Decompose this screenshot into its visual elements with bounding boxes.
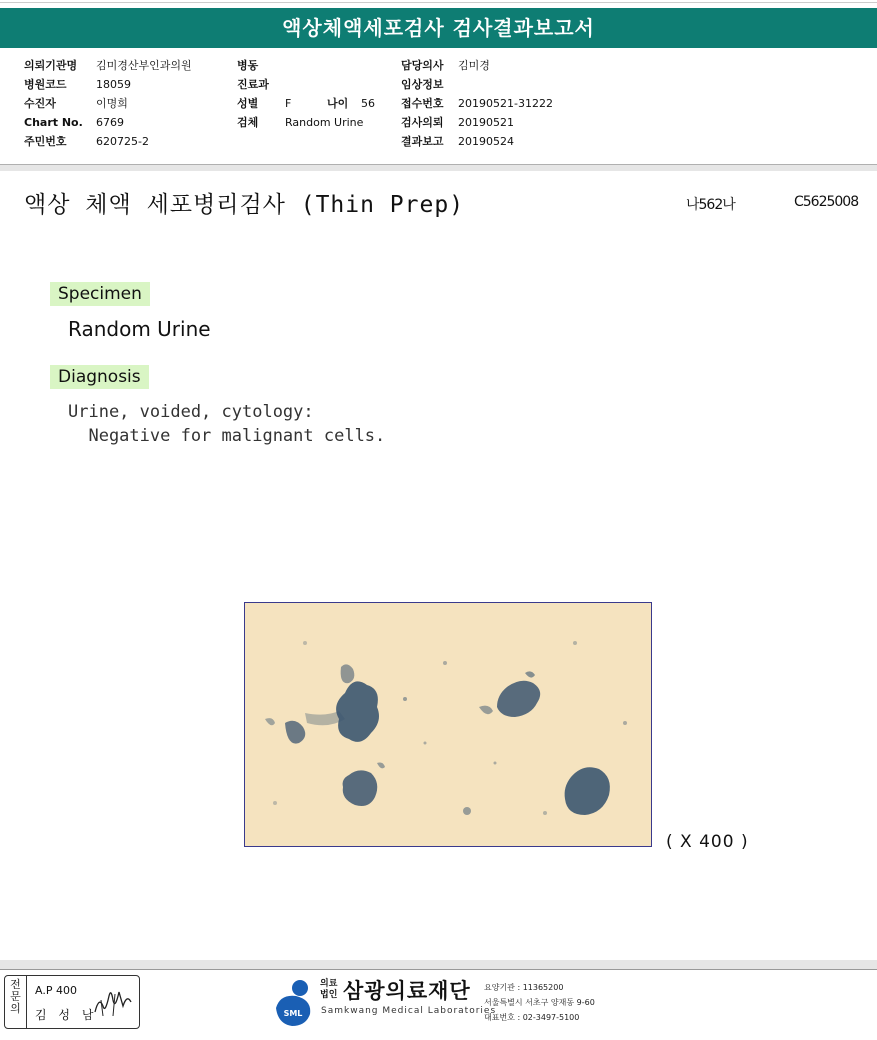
info-row xyxy=(24,56,192,75)
info-column-3 xyxy=(401,56,553,151)
info-row xyxy=(401,132,553,151)
info-column-2 xyxy=(237,56,375,132)
contact-line-1: 요양기관 : 11365200 xyxy=(484,983,564,992)
microscopy-cells-graphic xyxy=(245,603,651,846)
info-value: 김미경산부인과의원 xyxy=(96,59,192,72)
diagnosis-line-2: Negative for malignant cells. xyxy=(68,426,386,446)
info-label: 병동 xyxy=(237,59,259,72)
info-label: 결과보고 xyxy=(401,135,444,148)
info-row xyxy=(24,94,192,113)
info-value: 6769 xyxy=(96,116,124,129)
info-label: 검체 xyxy=(237,116,259,129)
info-row xyxy=(237,56,375,75)
logo-legal-line-2: 법인 xyxy=(320,990,338,1000)
logo-legal-label xyxy=(320,979,337,1001)
diagnosis-text xyxy=(68,400,385,448)
info-column-1 xyxy=(24,56,192,151)
info-label: 수진자 xyxy=(24,97,56,110)
info-row xyxy=(237,94,375,113)
info-value: 620725-2 xyxy=(96,135,149,148)
info-label: 담당의사 xyxy=(401,59,444,72)
info-row xyxy=(401,56,553,75)
report-title: 액상 체액 세포병리검사 (Thin Prep) xyxy=(24,192,465,218)
report-code-2: C5625008 xyxy=(794,194,859,210)
microscopy-image xyxy=(244,602,652,847)
handwritten-signature-icon xyxy=(91,986,137,1022)
info-label: 진료과 xyxy=(237,78,269,91)
section-divider xyxy=(0,164,877,171)
info-label: 검사의뢰 xyxy=(401,116,444,129)
info-label: 병원코드 xyxy=(24,78,67,91)
contact-line-3: 대표번호 : 02-3497-5100 xyxy=(484,1013,580,1022)
magnification-label: ( X 400 ) xyxy=(666,832,749,852)
info-value: 김미경 xyxy=(458,59,490,72)
logo-english-name: Samkwang Medical Laboratories xyxy=(321,1006,497,1016)
info-row xyxy=(401,75,553,94)
info-label-age: 나이 xyxy=(327,97,349,110)
info-label: 주민번호 xyxy=(24,135,67,148)
info-value: 20190521-31222 xyxy=(458,97,553,110)
info-value: 20190521 xyxy=(458,116,514,129)
info-row xyxy=(401,94,553,113)
info-row xyxy=(237,113,375,132)
pathologist-name: 김 성 남 xyxy=(35,1008,98,1022)
sml-logo-icon xyxy=(270,978,316,1026)
top-border xyxy=(0,2,877,3)
report-code-1: 나562나 xyxy=(686,197,735,213)
diagnosis-line-1: Urine, voided, cytology: xyxy=(68,402,314,422)
contact-line-2: 서울특별시 서초구 양재동 9-60 xyxy=(484,998,595,1007)
info-label: Chart No. xyxy=(24,116,83,129)
logo-badge-text: SML xyxy=(283,1009,303,1018)
specialist-vertical-label: 전문의 xyxy=(5,976,27,1028)
logo-korean-name: 삼광의료재단 xyxy=(343,979,471,1003)
info-value: 20190524 xyxy=(458,135,514,148)
info-row xyxy=(24,132,192,151)
diagnosis-label: Diagnosis xyxy=(50,365,149,389)
footer-divider xyxy=(0,960,877,970)
logo-legal-line-1: 의료 xyxy=(320,979,338,989)
info-label: 임상정보 xyxy=(401,78,444,91)
info-label: 성별 xyxy=(237,97,259,110)
info-row xyxy=(24,75,192,94)
report-header-title: 액상체액세포검사 검사결과보고서 xyxy=(0,8,877,48)
info-row xyxy=(24,113,192,132)
ap-number: A.P 400 xyxy=(35,984,77,997)
specimen-label: Specimen xyxy=(50,282,150,306)
contact-info xyxy=(484,980,595,1025)
info-value: F xyxy=(285,97,292,110)
pathologist-signature-box xyxy=(4,975,140,1029)
info-row xyxy=(401,113,553,132)
info-value-age: 56 xyxy=(361,97,375,110)
info-value: Random Urine xyxy=(285,116,364,129)
info-label: 의뢰기관명 xyxy=(24,59,78,72)
info-label: 접수번호 xyxy=(401,97,444,110)
info-value: 이명희 xyxy=(96,97,128,110)
info-value: 18059 xyxy=(96,78,131,91)
info-row xyxy=(237,75,375,94)
specimen-value: Random Urine xyxy=(68,317,211,341)
